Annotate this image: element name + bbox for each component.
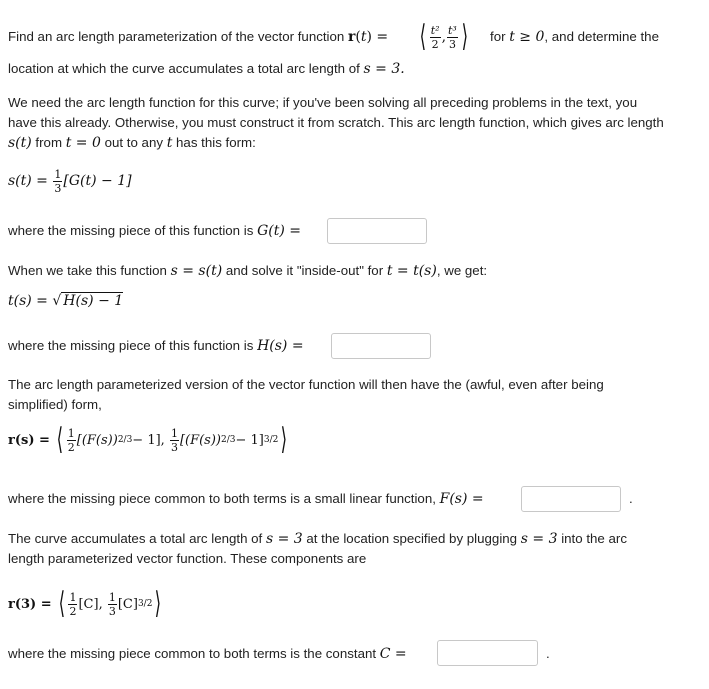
- formula-t-of-s: t(s) = √ H(s) − 1: [8, 293, 124, 309]
- question-c-period: .: [546, 646, 550, 661]
- question-f-period: .: [629, 491, 633, 506]
- para3-line-1: The arc length parameterized version of the vector function will then have the (awful, even after being: [8, 377, 604, 392]
- para4-line-1: The curve accumulates a total arc length of s = 3 at the location specified by plugging s = 3 into the arc: [8, 531, 627, 547]
- h-answer-input[interactable]: [331, 333, 431, 359]
- frac-t3-3: $\frac{\text{t³}}{3}$: [448, 23, 457, 51]
- intro-text: Find an arc length parameterization of the vector function: [8, 29, 348, 44]
- g-answer-input[interactable]: [327, 218, 427, 244]
- intro-line-1-end: for t ≥ 0, and determine the: [490, 29, 659, 45]
- r-symbol: r: [348, 29, 356, 45]
- question-c: where the missing piece common to both terms is the constant C =: [8, 646, 407, 662]
- frac-t2-2: $\frac{\text{t²}}{2}$: [430, 23, 440, 51]
- formula-s-of-t: s(t) = $\frac{1}{3}$ [G(t) − 1]: [8, 167, 132, 195]
- intro-line-2: location at which the curve accumulates a total arc length of s = 3.: [8, 61, 405, 77]
- formula-r-of-s: r(s) = ⟨ $\frac{1}{2}$ [(F(s)) 2/3 − 1], $\frac{1}{3}$ [(F(s)) 2/3 − 1] 3/2 ⟩: [8, 422, 288, 457]
- f-answer-input[interactable]: [521, 486, 621, 512]
- question-g: where the missing piece of this function is G(t) =: [8, 223, 301, 239]
- para1-line-2: have this already. Otherwise, you must construct it from scratch. This arc length function, which gives arc length: [8, 115, 664, 130]
- question-f: where the missing piece common to both terms is a small linear function, F(s) =: [8, 491, 484, 507]
- intro-vector: ⟨ $\frac{\text{t²}}{2}$ , $\frac{\text{t³}}{3}$ ⟩: [419, 19, 468, 54]
- c-answer-input[interactable]: [437, 640, 538, 666]
- question-h: where the missing piece of this function is H(s) =: [8, 338, 304, 354]
- para4-line-2: length parameterized vector function. These components are: [8, 551, 367, 566]
- intro-line-1: Find an arc length parameterization of the vector function r(t) =: [8, 29, 389, 45]
- formula-r-of-3: r(3) = ⟨ $\frac{1}{2}$ [C], $\frac{1}{3}$ [C] 3/2 ⟩: [8, 586, 162, 621]
- para1-line-3: s(t) from t = 0 out to any t has this form:: [8, 135, 256, 151]
- para2: When we take this function s = s(t) and solve it "inside-out" for t = t(s), we get:: [8, 263, 488, 279]
- para1-line-1: We need the arc length function for this curve; if you've been solving all preceding problems in the text, you: [8, 95, 638, 110]
- para3-line-2: simplified) form,: [8, 397, 102, 412]
